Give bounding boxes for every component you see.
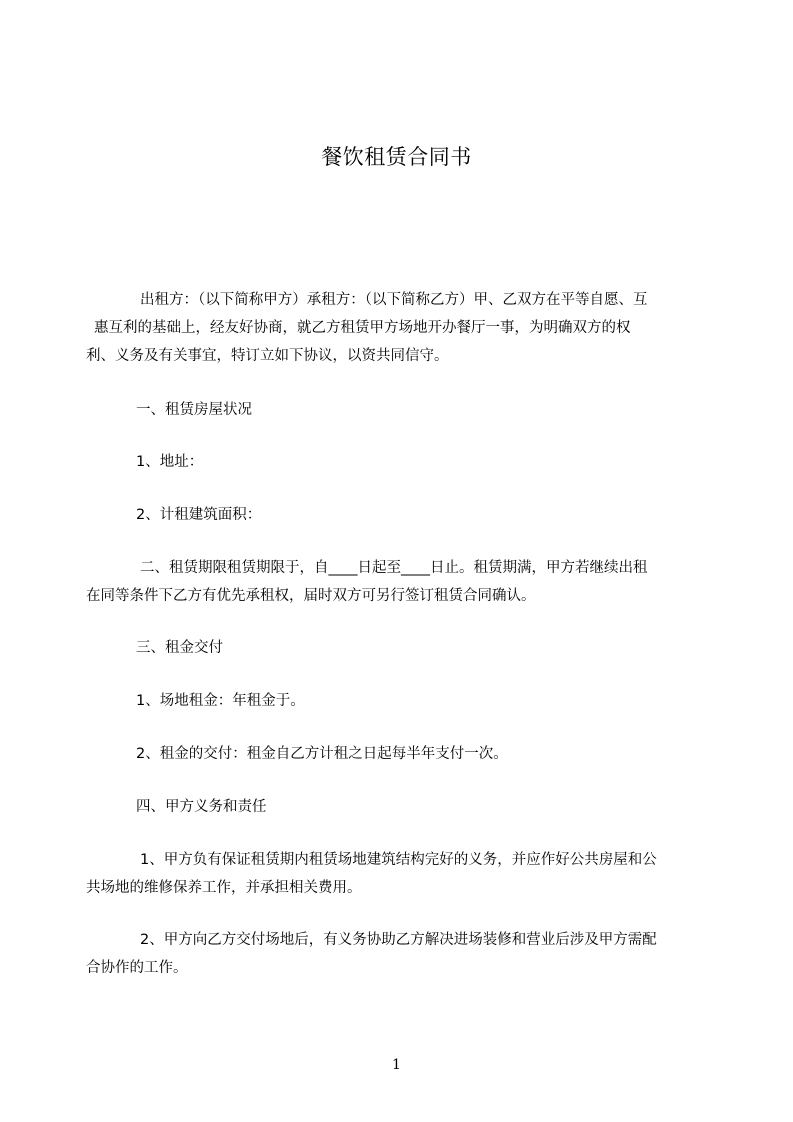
paragraph-rent-payment (86, 740, 708, 768)
text-line: 惠互利的基础上，经友好协商，就乙方租赁甲方场地开办餐厅一事，为明确双方的权 (94, 320, 631, 336)
paragraph-rent-amount (86, 687, 708, 715)
paragraph-area (86, 501, 708, 529)
paragraph-lessor-duty-2 (86, 926, 708, 982)
text-line: 出租方：（以下简称甲方）承租方：（以下简称乙方）甲、乙双方在平等自愿、互 (140, 292, 648, 308)
text-line: 利、义务及有关事宜，特订立如下协议，以资共同信守。 (86, 348, 449, 364)
paragraph-lease-term (86, 554, 708, 610)
text-line: 合协作的工作。 (86, 960, 188, 976)
document-title: 餐饮租赁合同书 (321, 145, 472, 169)
text-line: 三、租金交付 (136, 640, 223, 656)
paragraph-lessor-duty-1 (86, 846, 708, 902)
text-line: 1、场地租金：年租金于。 (136, 693, 305, 709)
text-line: 一、租赁房屋状况 (136, 402, 252, 418)
section-heading-4 (86, 793, 708, 821)
paragraph-address (86, 448, 708, 476)
section-heading-1 (86, 396, 708, 424)
text-line: 2、计租建筑面积： (136, 507, 262, 523)
text-line: 在同等条件下乙方有优先承租权，届时双方可另行签订租赁合同确认。 (86, 588, 536, 604)
text-line: 2、甲方向乙方交付场地后，有义务协助乙方解决进场装修和营业后涉及甲方需配 (140, 932, 657, 948)
paragraph-preamble (86, 286, 708, 370)
text-line: 1、地址： (136, 454, 204, 470)
text-line: 二、租赁期限租赁期限于，自____日起至____日止。租赁期满，甲方若继续出租 (140, 560, 648, 576)
text-line: 1、甲方负有保证租赁期内租赁场地建筑结构完好的义务，并应作好公共房屋和公 (140, 852, 657, 868)
section-heading-3 (86, 634, 708, 662)
text-line: 2、租金的交付：租金自乙方计租之日起每半年支付一次。 (136, 746, 508, 762)
text-line: 四、甲方义务和责任 (136, 799, 267, 815)
page-number: 1 (392, 1057, 401, 1073)
text-line: 共场地的维修保养工作，并承担相关费用。 (86, 880, 362, 896)
